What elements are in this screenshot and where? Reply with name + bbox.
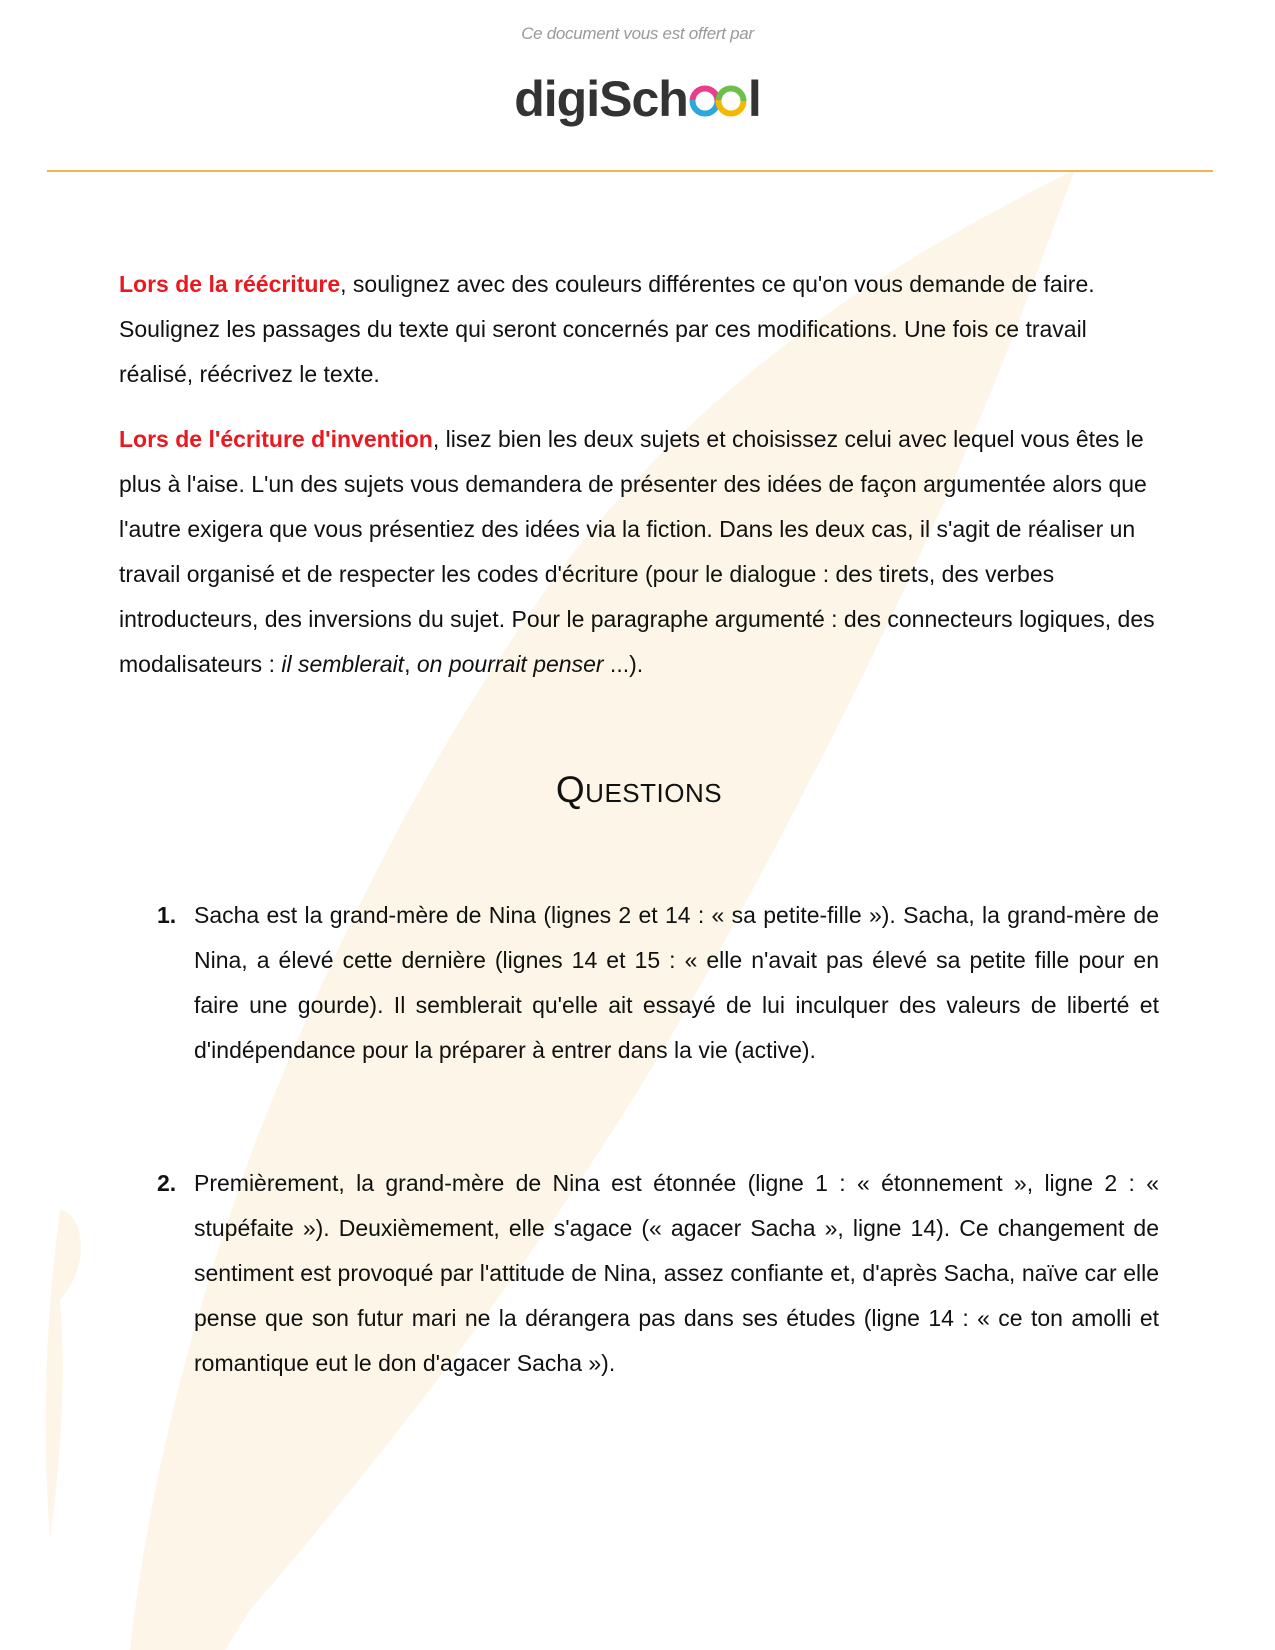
question-answer-text: Sacha est la grand-mère de Nina (lignes 2 et 14 : « sa petite-fille »). Sacha, la grand-mère de Nina, a élevé cette dernière (lignes 14 et 15 : « elle n'avait pas élevé sa petite fille pour en faire une gourde). Il semblerait qu'elle ait essayé de lui inculquer des valeurs de liberté et d'indépendance pour la préparer à entrer dans la vie (active).: [194, 902, 1159, 1063]
invention-text: , lisez bien les deux sujets et choisissez celui avec lequel vous êtes le plus à l'aise. L'un des sujets vous demandera de présenter des idées de façon argumentée alors que l'autre exigera que vous présentiez des idées via la fiction. Dans les deux cas, il s'agit de réaliser un travail organisé et de respecter les codes d'écriture (pour le dialogue : des tirets, des verbes introducteurs, des inversions du sujet. Pour le paragraphe argumenté : des connecteurs logiques, des modalisateurs :: [119, 426, 1155, 677]
questions-list: [119, 893, 1159, 1386]
modalizer-example-2: on pourrait penser: [416, 651, 604, 677]
feather-quill-shape: [46, 1210, 81, 1540]
question-answer-text: Premièrement, la grand-mère de Nina est étonnée (ligne 1 : « étonnement », ligne 2 : « stupéfaite »). Deuxièmement, elle s'agace (« agacer Sacha », ligne 14). Ce changement de sentiment est provoqué par l'attitude de Nina, assez confiante et, d'après Sacha, naïve car elle pense que son futur mari ne la dérangera pas dans ses études (ligne 14 : « ce ton amolli et romantique eut le don d'agacer Sacha »).: [194, 1170, 1159, 1376]
invention-ending: ...).: [603, 651, 644, 677]
digischool-logo: [0, 66, 1275, 128]
header: [0, 0, 1275, 175]
section-title-questions: Questions: [555, 769, 723, 810]
rewriting-text: , soulignez avec des couleurs différentes ce qu'on vous demande de faire. Soulignez les passages du texte qui seront concernés par ces modifications. Une fois ce travail réalisé, réécrivez le texte.: [119, 271, 1095, 387]
invention-paragraph: [119, 417, 1159, 687]
rewriting-paragraph: [119, 262, 1159, 397]
modalizer-separator: ,: [404, 651, 417, 677]
question-number: 2.: [157, 1170, 177, 1196]
rewriting-lead: Lors de la réécriture: [119, 271, 341, 297]
logo-double-o-icon: [689, 84, 747, 118]
intro-section: [119, 262, 1159, 687]
offered-by-text: Ce document vous est offert par: [521, 24, 754, 43]
logo-text-prefix: digiSch: [514, 70, 688, 127]
question-item: [119, 1161, 1159, 1386]
header-divider: [47, 170, 1213, 172]
invention-lead: Lors de l'écriture d'invention: [119, 426, 433, 452]
question-number: 1.: [157, 902, 177, 928]
modalizer-example-1: il semblerait: [281, 651, 405, 677]
logo-text-suffix: l: [747, 70, 761, 127]
document-body: [119, 262, 1159, 1386]
question-item: [119, 893, 1159, 1073]
